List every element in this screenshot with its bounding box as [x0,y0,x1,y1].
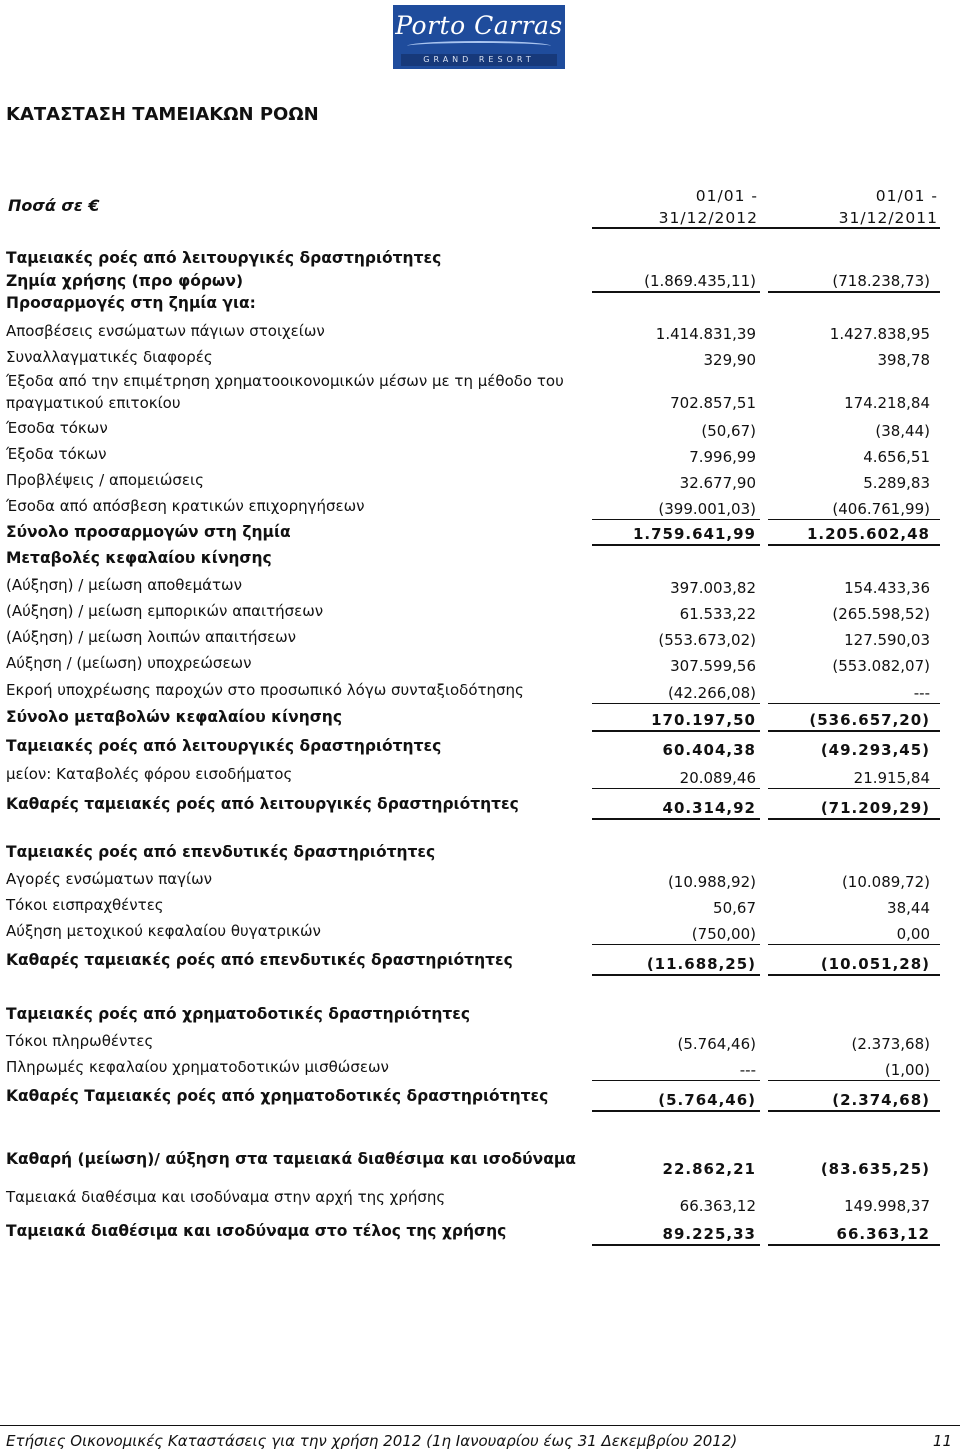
row-label: Ταμειακά διαθέσιμα και ισοδύναμα στο τέλος της χρήσης [6,1222,507,1240]
row-label: Ταμειακές ροές από επενδυτικές δραστηριότητες [6,843,436,861]
value-2011: 0,00 [896,925,930,943]
value-2011: (83.635,25) [820,1160,930,1178]
row-label: (Αύξηση) / μείωση λοιπών απαιτήσεων [6,628,297,646]
column-header-2012: 01/01 - 31/12/2012 [658,187,758,227]
value-2011: 154.433,36 [844,579,930,597]
row-label: Καθαρή (μείωση)/ αύξηση στα ταμειακά διαθέσιμα και ισοδύναμα [6,1150,576,1168]
value-2011: 5.289,83 [863,474,930,492]
logo-wordmark: Porto Carras [395,11,563,40]
total-underline [592,788,760,789]
row-label: Προσαρμογές στη ζημία για: [6,294,256,312]
row-label: Τόκοι πληρωθέντες [6,1032,154,1050]
value-2012: 20.089,46 [679,769,756,787]
value-2011: 127.590,03 [844,631,930,649]
row-label: Εκροή υποχρέωσης παροχών στο προσωπικό λόγω συνταξιοδότησης [6,681,524,699]
value-2011: (265.598,52) [832,605,930,623]
value-2011: 398,78 [877,351,930,369]
total-underline [768,703,940,704]
total-underline [592,519,760,520]
row-label: πραγματικού επιτοκίου [6,394,181,412]
value-2012: 702.857,51 [670,394,756,412]
value-2011: --- [913,684,930,702]
value-2011: (38,44) [875,422,930,440]
value-2012: 61.533,22 [679,605,756,623]
value-2011: (536.657,20) [809,711,930,729]
total-underline [592,544,760,546]
value-2011: (49.293,45) [820,741,930,759]
row-label: Προβλέψεις / απομειώσεις [6,471,204,489]
row-label: Ταμειακές ροές από χρηματοδοτικές δραστηριότητες [6,1005,471,1023]
total-underline [592,703,760,704]
total-underline [768,291,940,293]
value-2012: 7.996,99 [689,448,756,466]
value-2012: (399.001,03) [658,500,756,518]
value-2011: 174.218,84 [844,394,930,412]
row-label: Αύξηση / (μείωση) υποχρεώσεων [6,654,252,672]
row-label: Ταμειακές ροές από λειτουργικές δραστηριότητες [6,249,442,267]
total-underline [592,1080,760,1081]
value-2012: 89.225,33 [662,1225,756,1243]
value-2012: (5.764,46) [677,1035,756,1053]
total-underline [592,730,760,732]
value-2012: 22.862,21 [662,1160,756,1178]
value-2012: (10.988,92) [667,873,756,891]
row-label: Συναλλαγματικές διαφορές [6,348,213,366]
row-label: Ζημία χρήσης (προ φόρων) [6,272,244,290]
value-2011: (1,00) [884,1061,930,1079]
currency-unit: Ποσά σε € [8,196,100,215]
value-2011: 21.915,84 [853,769,930,787]
total-underline [768,1080,940,1081]
value-2012: (11.688,25) [646,955,756,973]
row-label: Έσοδα από απόσβεση κρατικών επιχορηγήσεων [6,497,365,515]
value-2012: 170.197,50 [651,711,756,729]
row-label: Ταμειακά διαθέσιμα και ισοδύναμα στην αρχή της χρήσης [6,1188,446,1206]
row-label: Έσοδα τόκων [6,419,108,437]
total-underline [768,730,940,732]
footer-text: Ετήσιες Οικονομικές Καταστάσεις για την χρήση 2012 (1η Ιανουαρίου έως 31 Δεκεμβρίου 2012) [6,1432,738,1450]
row-label: Καθαρές ταμειακές ροές από λειτουργικές δραστηριότητες [6,795,519,813]
logo-tagline: GRAND RESORT [401,54,557,66]
value-2012: 307.599,56 [670,657,756,675]
row-label: Πληρωμές κεφαλαίου χρηματοδοτικών μισθώσεων [6,1058,389,1076]
value-2011: (2.373,68) [851,1035,930,1053]
total-underline [768,944,940,945]
total-underline [592,291,760,293]
value-2012: (42.266,08) [667,684,756,702]
value-2012: (1.869.435,11) [644,272,756,290]
row-label: Αγορές ενσώματων παγίων [6,870,213,888]
total-underline [768,974,940,976]
total-underline [592,1244,760,1246]
row-label: Σύνολο προσαρμογών στη ζημία [6,523,291,541]
value-2011: (10.089,72) [841,873,930,891]
page-title: ΚΑΤΑΣΤΑΣΗ ΤΑΜΕΙΑΚΩΝ ΡΟΩΝ [6,104,319,125]
value-2011: 1.427.838,95 [829,325,930,343]
total-underline [768,1244,940,1246]
value-2012: 40.314,92 [662,799,756,817]
total-underline [768,788,940,789]
value-2012: (5.764,46) [658,1091,756,1109]
value-2011: 4.656,51 [863,448,930,466]
company-logo [393,5,565,69]
value-2012: 60.404,38 [662,741,756,759]
row-label: Καθαρές Ταμειακές ροές από χρηματοδοτικές δραστηριότητες [6,1087,549,1105]
value-2012: 66.363,12 [679,1197,756,1215]
value-2011: 1.205.602,48 [806,525,930,543]
value-2011: (10.051,28) [820,955,930,973]
total-underline [768,544,940,546]
value-2011: (2.374,68) [832,1091,930,1109]
value-2011: (718.238,73) [832,272,930,290]
value-2012: 1.414.831,39 [655,325,756,343]
value-2011: 38,44 [887,899,930,917]
value-2012: 32.677,90 [679,474,756,492]
total-underline [768,519,940,520]
total-underline [768,818,940,820]
total-underline [592,974,760,976]
total-underline [592,944,760,945]
value-2012: 329,90 [703,351,756,369]
row-label: Σύνολο μεταβολών κεφαλαίου κίνησης [6,708,343,726]
value-2012: (750,00) [691,925,756,943]
row-label: Αύξηση μετοχικού κεφαλαίου θυγατρικών [6,922,321,940]
row-label: (Αύξηση) / μείωση αποθεμάτων [6,576,242,594]
value-2011: 149.998,37 [844,1197,930,1215]
row-label: Μεταβολές κεφαλαίου κίνησης [6,549,272,567]
value-2011: 66.363,12 [836,1225,930,1243]
row-label: Έξοδα τόκων [6,445,107,463]
row-label: Τόκοι εισπραχθέντες [6,896,164,914]
value-2012: 1.759.641,99 [632,525,756,543]
value-2012: --- [739,1061,756,1079]
row-label: Αποσβέσεις ενσώματων πάγιων στοιχείων [6,322,325,340]
logo-swirl [407,41,551,51]
value-2011: (406.761,99) [832,500,930,518]
row-label: μείον: Καταβολές φόρου εισοδήματος [6,765,293,783]
page-number: 11 [932,1432,952,1450]
row-label: Ταμειακές ροές από λειτουργικές δραστηριότητες [6,737,442,755]
value-2012: (50,67) [701,422,756,440]
total-underline [592,1110,760,1112]
value-2012: 397.003,82 [670,579,756,597]
total-underline [592,818,760,820]
row-label: (Αύξηση) / μείωση εμπορικών απαιτήσεων [6,602,324,620]
value-2011: (71.209,29) [820,799,930,817]
footer-rule [0,1425,960,1426]
value-2012: (553.673,02) [658,631,756,649]
row-label: Έξοδα από την επιμέτρηση χρηματοοικονομικών μέσων με τη μέθοδο του [6,372,564,390]
header-underline [592,227,940,229]
column-header-2011: 01/01 - 31/12/2011 [838,187,938,227]
value-2012: 50,67 [713,899,756,917]
value-2011: (553.082,07) [832,657,930,675]
row-label: Καθαρές ταμειακές ροές από επενδυτικές δραστηριότητες [6,951,513,969]
total-underline [768,1110,940,1112]
